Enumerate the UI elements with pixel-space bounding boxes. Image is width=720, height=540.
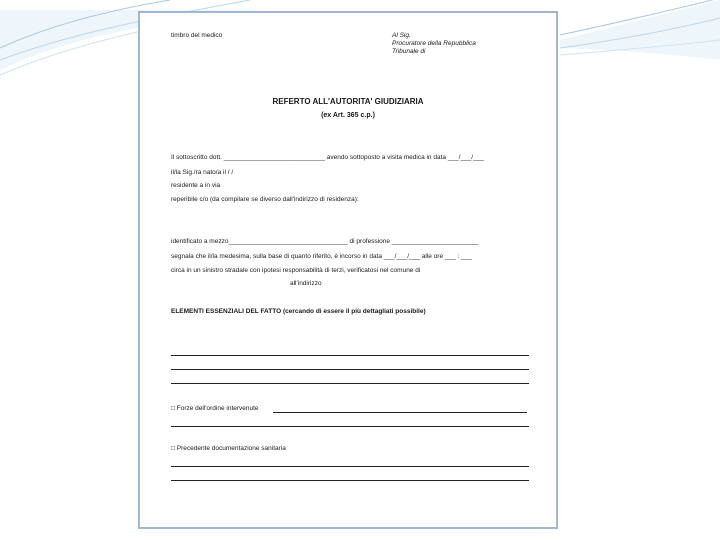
recipient-line-1: Al Sig. bbox=[392, 32, 411, 39]
section-title: ELEMENTI ESSENZIALI DEL FATTO (cercando di essere il più dettagliati possibile) bbox=[171, 308, 426, 315]
text-line-2: il/la Sig./ra nato/a il / / bbox=[171, 169, 234, 176]
recipient-line-3: Tribunale di bbox=[392, 48, 426, 55]
text-line-5: identificato a mezzo_________________________________ di professione ________________________ bbox=[171, 238, 479, 245]
fill-line bbox=[171, 383, 529, 384]
recipient-line-2: Procuratore della Repubblica bbox=[392, 40, 476, 47]
stamp-label: timbro del medico bbox=[171, 32, 223, 39]
text-line-4: reperibile c/o (da compilare se diverso dall'indirizzo di residenza): bbox=[171, 196, 359, 203]
document-title: REFERTO ALL'AUTORITA' GIUDIZIARIA bbox=[272, 97, 424, 106]
forces-fill-line bbox=[273, 412, 527, 413]
text-line-6: segnala che il/la medesima, sulla base di quanto riferito, è incorso in data ___/___/___ alle ore ___ : ___ bbox=[171, 253, 472, 260]
fill-line bbox=[171, 369, 529, 370]
text-line-7: circa in un sinistro stradale con ipotesi responsabilità di terzi, verificatosi nel comune di bbox=[171, 267, 421, 274]
text-line-1: Il sottoscritto dott. ____________________________ avendo sottoposto a visita medica in data ___/___/___ bbox=[171, 154, 484, 161]
text-line-8: all'indirizzo bbox=[290, 280, 322, 287]
fill-line bbox=[171, 480, 529, 481]
document-subtitle: (ex Art. 365 c.p.) bbox=[321, 112, 375, 119]
text-line-3: residente a in via bbox=[171, 182, 221, 189]
fill-line bbox=[171, 426, 529, 427]
prior-docs-label: □ Precedente documentazione sanitaria bbox=[171, 445, 286, 452]
fill-line bbox=[171, 466, 529, 467]
forces-label: □ Forze dell'ordine intervenute bbox=[171, 405, 259, 412]
document-page bbox=[138, 11, 558, 529]
fill-line bbox=[171, 355, 529, 356]
